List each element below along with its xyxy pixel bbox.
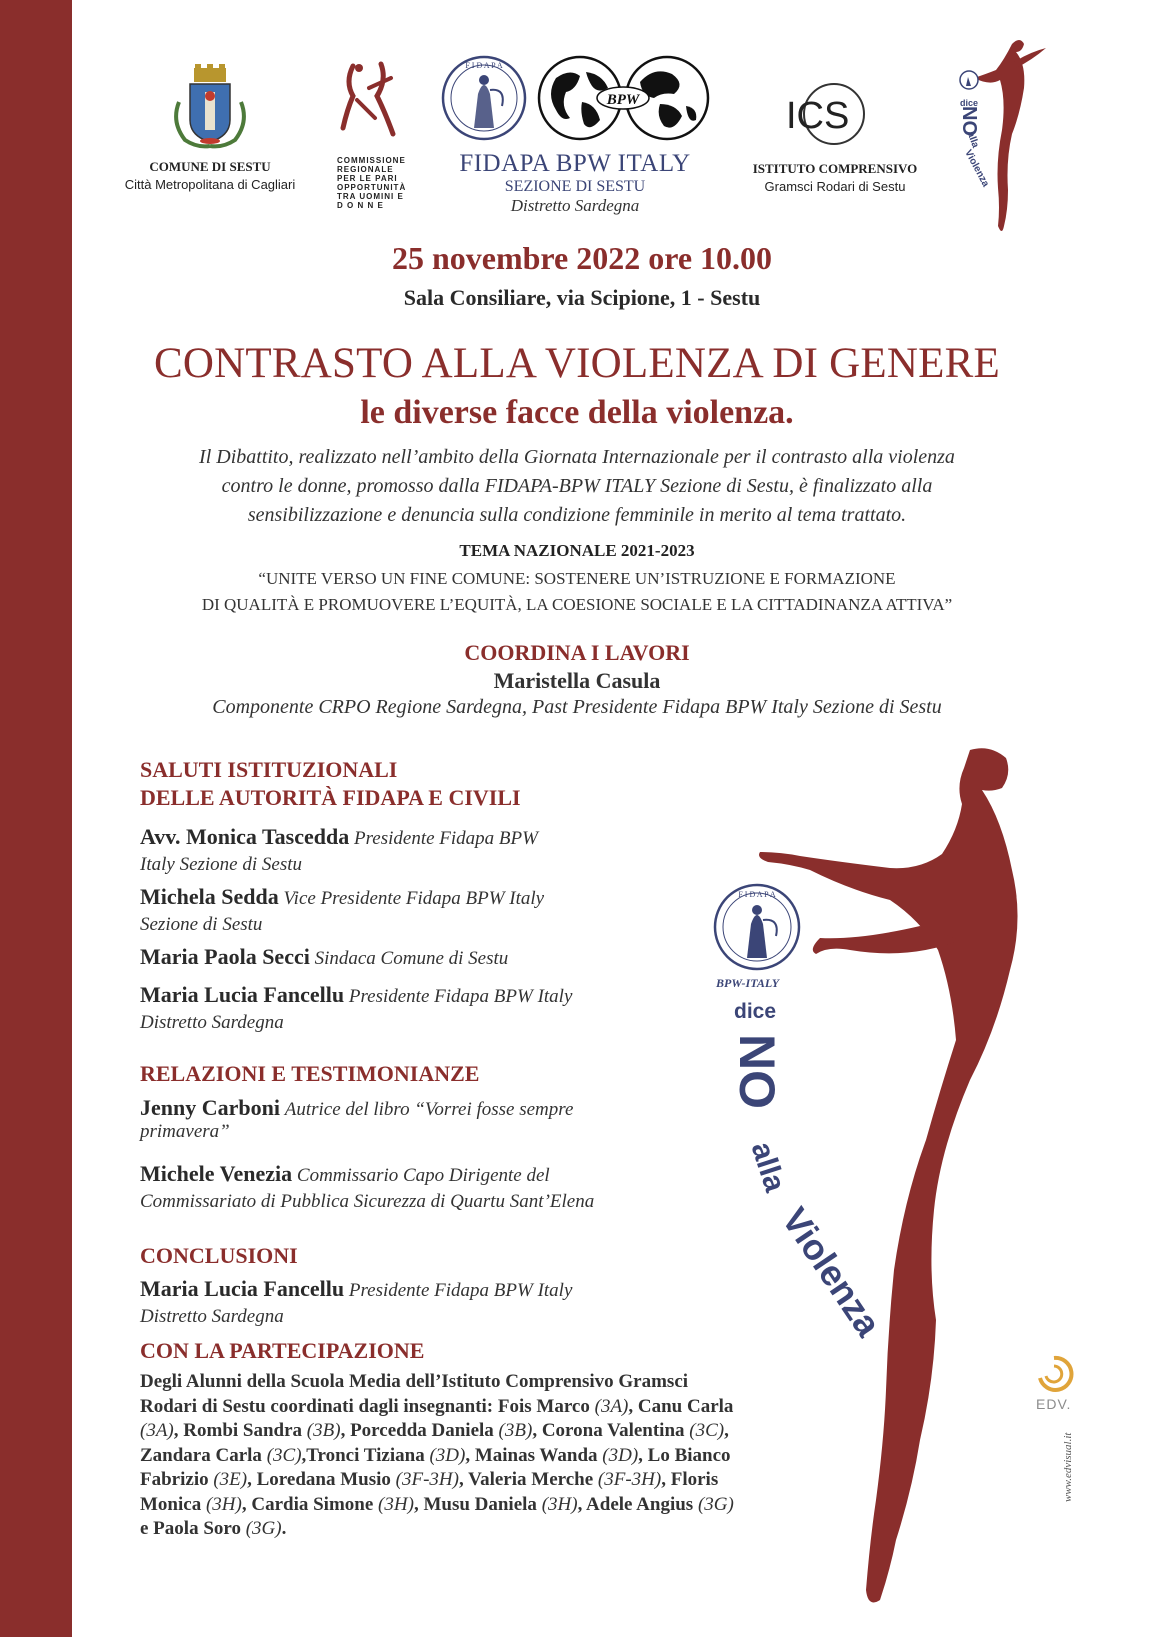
part-text: , Adele Angius [577,1493,698,1515]
ics-caption [740,160,930,196]
left-accent-bar [0,0,72,1637]
entry-role: Distretto Sardegna [140,1306,284,1327]
crpo-line: OPPORTUNITÀ [337,183,407,192]
part-line [140,1444,860,1469]
small-badge-no: NO [958,106,980,136]
fidapa-sezione: SEZIONE DI SESTU [504,178,646,195]
part-class: (3H) [541,1493,578,1515]
svg-text:F I D A P A: F I D A P A [465,61,503,70]
part-class: (3C) [689,1420,725,1441]
tema-line: “UNITE VERSO UN FINE COMUNE: SOSTENERE UN’ISTRUZIONE E FORMAZIONE [258,569,896,588]
part-class: (3H) [205,1493,242,1515]
part-text: , Corona Valentina [532,1420,690,1441]
part-line [140,1395,860,1420]
relazioni-entry [140,1097,680,1143]
tema-body [72,566,1082,618]
conclusioni-entry [140,1276,680,1330]
partecipazione-heading: CON LA PARTECIPAZIONE [140,1338,425,1363]
saluti-heading-2: DELLE AUTORITÀ FIDAPA E CIVILI [140,785,521,810]
part-text: , Mainas Wanda [465,1444,603,1466]
badge-violenza: Violenza [774,1200,890,1344]
crpo-figure-icon [335,58,403,152]
relazioni-entry [140,1161,700,1215]
small-badge-violenza: Violenza [962,148,991,189]
edv-label: EDV. [1036,1396,1072,1412]
entry-role: Autrice del libro “Vorrei fosse sempre [284,1099,574,1120]
part-text: , Lo Bianco [638,1444,731,1466]
saluti-heading [140,756,521,812]
entry-role: Sezione di Sestu [140,914,263,935]
part-class: (3E) [213,1469,248,1490]
crpo-line: D O N N E [337,201,384,210]
part-class: (3D) [429,1444,466,1466]
part-text: . [281,1518,287,1539]
entry-name: Maria Paola Secci [140,944,310,969]
part-text: e Paola Soro [140,1518,246,1539]
part-class: (3A) [594,1395,629,1417]
entry-name: Michela Sedda [140,884,279,909]
fidapa-medallion-icon [440,54,528,142]
entry-role: Presidente Fidapa BPW Italy [348,986,573,1007]
part-class: (3B) [306,1420,341,1441]
crpo-line: PER LE PARI [337,174,398,183]
part-line [140,1419,860,1444]
fidapa-badge-icon [712,882,802,972]
entry-name: Michele Venezia [140,1161,293,1186]
entry-name: Avv. Monica Tascedda [140,824,350,849]
conclusioni-heading: CONCLUSIONI [140,1243,298,1268]
part-text: , Floris [661,1469,719,1490]
saluti-entry [140,824,660,878]
part-text: , Rombi Sandra [173,1420,307,1441]
comune-crest-icon [165,62,255,150]
fidapa-title: FIDAPA BPW ITALY [459,150,691,177]
part-text: Zandara Carla [140,1444,267,1466]
part-text: , Canu Carla [628,1395,734,1417]
part-line [140,1493,860,1518]
part-class: (3H) [378,1493,414,1515]
badge-no: NO [729,1034,785,1109]
part-text: Monica [140,1493,206,1515]
saluti-entry [140,944,660,972]
entry-role: Italy Sezione di Sestu [140,854,302,875]
intro-line: contro le donne, promosso dalla FIDAPA-BPW ITALY Sezione di Sestu, è finalizzato alla [221,475,933,497]
event-intro [72,443,1082,530]
entry-name: Jenny Carboni [140,1095,280,1120]
part-text: ,Tronci Tiziana [301,1444,430,1466]
part-class: (3D) [602,1444,639,1466]
entry-role: Distretto Sardegna [140,1012,284,1033]
event-subtitle: le diverse facce della violenza. [360,394,794,431]
saluti-entry [140,982,660,1036]
part-class: (3F-3H) [395,1469,459,1490]
part-class: (3C) [266,1444,302,1466]
saluti-heading-1: SALUTI ISTITUZIONALI [140,757,398,782]
partecipazione-body [140,1370,860,1542]
part-text: , Valeria Merche [458,1469,598,1490]
event-date: 25 novembre 2022 ore 10.00 [391,240,773,276]
comune-sub: Città Metropolitana di Cagliari [124,177,296,192]
badge-arc: BPW-ITALY [716,976,780,990]
coordina-role: Componente CRPO Regione Sardegna, Past Presidente Fidapa BPW Italy Sezione di Sestu [212,696,942,718]
part-class: (3F-3H) [597,1469,662,1490]
part-class: (3G) [245,1518,282,1539]
event-venue: Sala Consiliare, via Scipione, 1 - Sestu [403,285,761,310]
coordina-name: Maristella Casula [493,668,661,693]
entry-role: Presidente Fidapa BPW Italy [348,1280,573,1301]
crpo-line: TRA UOMINI E [337,192,404,201]
part-class: (3A) [140,1420,174,1441]
intro-line: Il Dibattito, realizzato nell’ambito della Giornata Internazionale per il contrasto alla violenza [199,446,955,468]
saluti-entry [140,884,660,938]
crpo-line: REGIONALE [337,165,394,174]
crpo-line: COMMISSIONE [337,156,406,165]
crpo-text [337,156,407,210]
part-text: , Loredana Musio [247,1469,396,1490]
part-text: , Porcedda Daniela [340,1420,499,1441]
ics-logo-icon [782,80,872,150]
part-text: Degli Alunni della Scuola Media dell’Istituto Comprensivo Gramsci [140,1371,689,1392]
fidapa-distretto: Distretto Sardegna [510,196,640,215]
tema-heading: TEMA NAZIONALE 2021-2023 [459,541,695,560]
intro-line: sensibilizzazione e denuncia sulla condizione femminile in merito al tema trattato. [247,504,907,526]
coordina-heading: COORDINA I LAVORI [464,640,690,665]
badge-dice: dice [734,1000,777,1023]
fidapa-caption [430,150,720,216]
part-line [140,1517,860,1542]
bpw-globe-icon [536,54,711,142]
entry-role: primavera” [140,1121,230,1142]
ics-name: ISTITUTO COMPRENSIVO [752,161,918,176]
comune-caption [100,158,320,194]
part-line [140,1370,860,1395]
part-text: Fabrizio [140,1469,214,1490]
edv-swirl-icon [1034,1354,1074,1394]
relazioni-heading: RELAZIONI E TESTIMONIANZE [140,1061,480,1086]
event-title: CONTRASTO ALLA VIOLENZA DI GENERE [154,340,1000,387]
entry-name: Maria Lucia Fancellu [140,982,345,1007]
edv-site: www.edvisual.it [1062,1432,1074,1502]
bpw-globe-text: BPW [606,92,640,108]
entry-role: Commissario Capo Dirigente del [296,1165,550,1186]
part-text: , Cardia Simone [241,1493,379,1515]
tema-line: DI QUALITÀ E PROMUOVERE L’EQUITÀ, LA COESIONE SOCIALE E LA CITTADINANZA ATTIVA” [201,595,953,614]
svg-text:F I D A P A: F I D A P A [738,890,776,899]
small-badge-alla: alla [964,130,981,150]
part-line [140,1468,860,1493]
part-text: , Musu Daniela [413,1493,542,1515]
badge-alla: alla [744,1138,792,1196]
entry-role: Sindaca Comune di Sestu [314,948,509,969]
comune-name: COMUNE DI SESTU [149,159,271,174]
part-text: Rodari di Sestu coordinati dagli insegnanti: Fois Marco [140,1395,595,1417]
entry-role: Vice Presidente Fidapa BPW Italy [283,888,545,909]
ics-mark: ICS [786,95,850,137]
part-class: (3B) [498,1420,533,1441]
part-class: (3G) [697,1493,734,1515]
entry-role: Commissariato di Pubblica Sicurezza di Quartu Sant’Elena [140,1191,595,1212]
part-text: , [724,1420,729,1441]
small-badge-dice: dice [960,98,979,108]
entry-name: Maria Lucia Fancellu [140,1276,345,1301]
ics-sub: Gramsci Rodari di Sestu [764,179,906,194]
entry-role: Presidente Fidapa BPW [354,828,538,849]
